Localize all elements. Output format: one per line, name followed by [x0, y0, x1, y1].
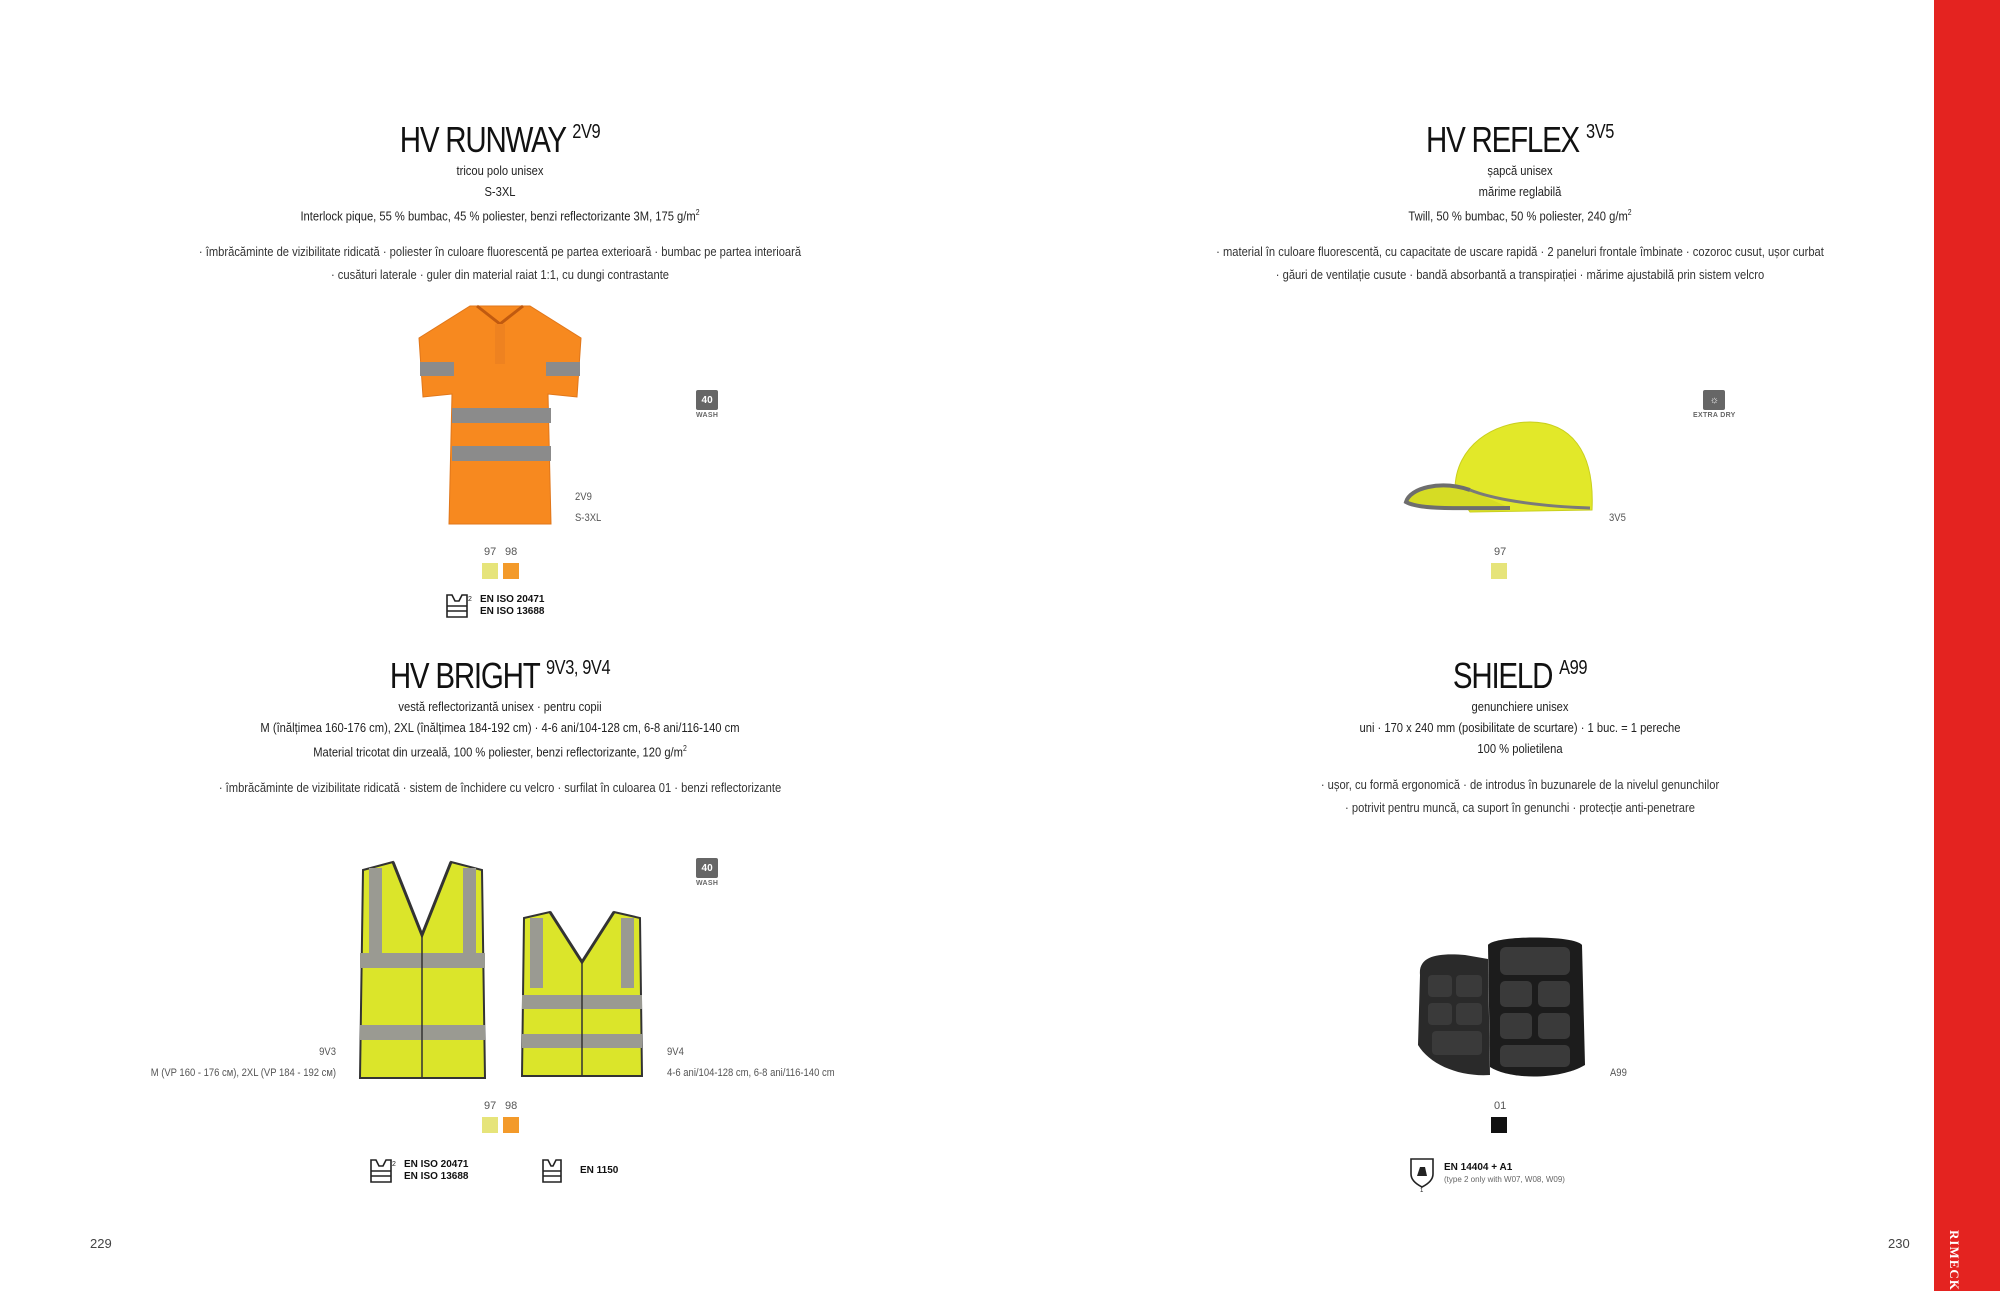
kid-vest-image	[518, 910, 646, 1080]
certification-runway: 2 EN ISO 20471 EN ISO 13688	[442, 593, 544, 619]
product-bright	[100, 648, 900, 799]
product-title: SHIELD $^{A99}$	[1452, 655, 1588, 696]
wash-40-icon: 40 WASH	[696, 858, 718, 887]
product-material: Interlock pique, 55 % bumbac, 45 % poliester, benzi reflectorizante 3M, 175 $g/m^2$	[300, 208, 700, 224]
svg-text:2: 2	[392, 1161, 396, 1168]
product-reflex	[1120, 112, 1920, 286]
product-material: 100 % polietilena	[1477, 741, 1563, 756]
product-type: vestă reflectorizantă unisex · pentru copii	[398, 699, 602, 714]
image-code-label: A99	[1610, 1067, 1627, 1079]
page-number-right: 230	[1888, 1236, 1910, 1251]
product-title: HV RUNWAY $^{2V9}$	[399, 119, 601, 160]
color-swatch-97[interactable]	[482, 1117, 498, 1133]
page-number-left: 229	[90, 1236, 112, 1251]
child-vest-icon	[540, 1158, 564, 1184]
feature-line: · material în culoare fluorescentă, cu capacitate de uscare rapidă · 2 paneluri frontale îmbinate · cozoroc cusut, ușor curbat	[1216, 244, 1824, 260]
svg-text:1: 1	[1420, 1188, 1424, 1192]
wash-40-icon: 40 WASH	[696, 390, 718, 419]
product-shield	[1120, 648, 1920, 819]
product-runway	[100, 112, 900, 286]
feature-line: · găuri de ventilație cusute · bandă absorbantă a transpirației · mărime ajustabilă prin sistem velcro	[1275, 267, 1765, 283]
polo-shirt-image	[415, 302, 585, 527]
feature-line: · îmbrăcăminte de vizibilitate ridicată · poliester în culoare fluorescentă pe partea exterioară · bumbac pe partea interioară	[198, 244, 802, 260]
adult-size-label: M (VP 160 - 176 см), 2XL (VP 184 - 192 см)	[150, 1067, 336, 1079]
high-visibility-vest-icon	[442, 593, 472, 619]
feature-list	[1120, 240, 1920, 286]
image-size-label: S-3XL	[575, 512, 602, 524]
adult-code-label: 9V3	[319, 1046, 336, 1058]
color-number: 97	[484, 546, 497, 558]
product-material: Material tricotat din urzeală, 100 % poliester, benzi reflectorizante, 120 $g/m^2$	[313, 744, 687, 760]
color-swatch-97[interactable]	[482, 563, 498, 579]
product-sizes: S-3XL	[484, 184, 516, 199]
color-number: 97	[1494, 546, 1507, 558]
product-title: HV REFLEX $^{3V5}$	[1426, 119, 1614, 160]
product-sizes: M (înălțimea 160-176 cm), 2XL (înălțimea 184-192 cm) · 4-6 ani/104-128 cm, 6-8 ani/116-140 cm	[260, 720, 740, 735]
adult-vest-image	[355, 860, 490, 1082]
image-code-label: 2V9	[575, 491, 592, 503]
feature-line: · îmbrăcăminte de vizibilitate ridicată · sistem de închidere cu velcro · surfilat în culoarea 01 · benzi reflectorizante	[218, 780, 782, 796]
brand-logo: RIMECK®	[1947, 1230, 1962, 1302]
certification-bright-en1150: EN 1150	[540, 1158, 618, 1184]
certification-shield: 1 EN 14404 + A1 (type 2 only with W07, W08, W09)	[1408, 1156, 1565, 1192]
product-material: Twill, 50 % bumbac, 50 % poliester, 240 $g/m^2$	[1408, 208, 1632, 224]
feature-line: · cusături laterale · guler din material raiat 1:1, cu dungi contrastante	[330, 267, 670, 283]
feature-list	[1120, 773, 1920, 819]
kid-code-label: 9V4	[667, 1046, 684, 1058]
color-swatch-98[interactable]	[503, 1117, 519, 1133]
certification-bright-iso: 2 EN ISO 20471 EN ISO 13688	[366, 1158, 468, 1184]
svg-text:2: 2	[468, 596, 472, 603]
knee-pads-image	[1410, 935, 1595, 1080]
color-number: 98	[505, 546, 518, 558]
brand-side-bar	[1934, 0, 2000, 1291]
product-type: tricou polo unisex	[456, 163, 544, 178]
high-visibility-vest-icon	[366, 1158, 396, 1184]
product-sizes: mărime reglabilă	[1478, 184, 1562, 199]
extra-dry-icon: ☼ EXTRA DRY	[1693, 390, 1736, 419]
kid-size-label: 4-6 ani/104-128 cm, 6-8 ani/116-140 cm	[667, 1067, 835, 1079]
feature-list	[100, 240, 900, 286]
feature-list	[100, 776, 900, 799]
feature-line: · potrivit pentru muncă, ca suport în genunchi · protecție anti-penetrare	[1345, 800, 1695, 815]
product-type: șapcă unisex	[1487, 163, 1553, 178]
color-number: 98	[505, 1100, 518, 1112]
color-swatch-01[interactable]	[1491, 1117, 1507, 1133]
product-title: HV BRIGHT $^{9V3, 9V4}$	[389, 655, 611, 696]
knee-protection-icon	[1408, 1156, 1436, 1192]
feature-line: · ușor, cu formă ergonomică · de introdus în buzunarele de la nivelul genunchilor	[1320, 777, 1720, 792]
color-swatch-97[interactable]	[1491, 563, 1507, 579]
color-swatch-98[interactable]	[503, 563, 519, 579]
color-number: 01	[1494, 1100, 1507, 1112]
product-type: genunchiere unisex	[1471, 699, 1569, 714]
color-number: 97	[484, 1100, 497, 1112]
product-sizes: uni · 170 x 240 mm (posibilitate de scurtare) · 1 buc. = 1 pereche	[1359, 720, 1681, 735]
image-code-label: 3V5	[1609, 512, 1626, 524]
cap-image	[1400, 420, 1600, 520]
